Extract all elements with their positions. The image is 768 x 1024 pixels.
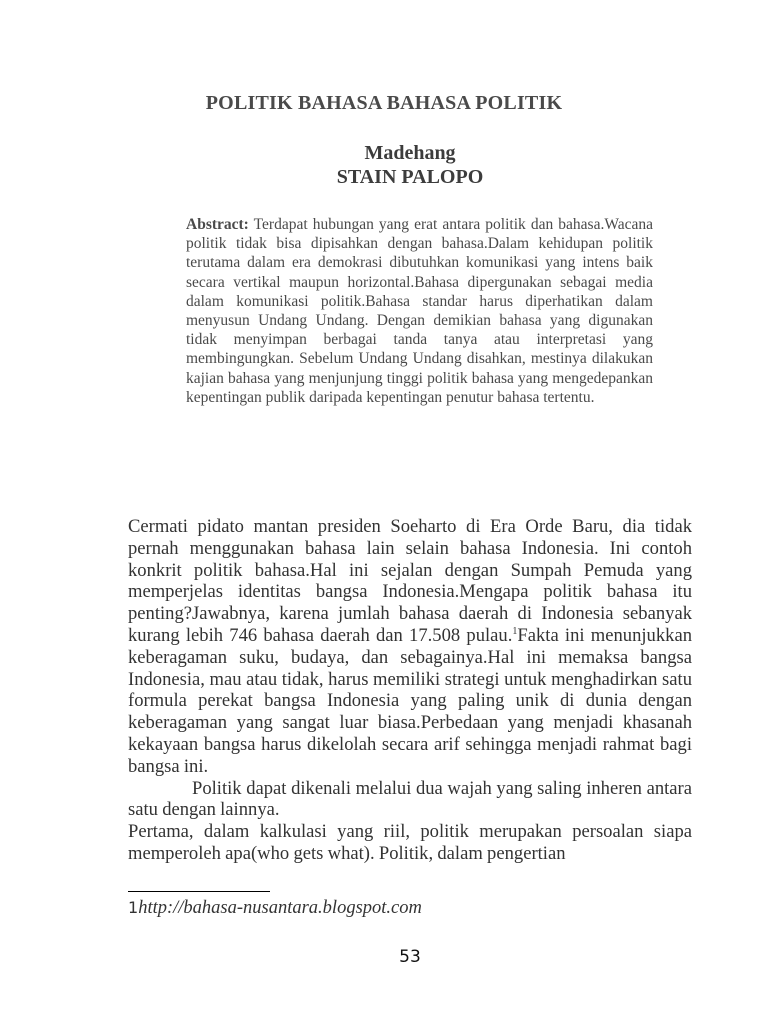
- page-number: 53: [399, 947, 421, 967]
- footnote-separator: [128, 891, 270, 892]
- footnote-number: 1: [128, 898, 139, 917]
- footnote: [128, 898, 422, 919]
- author-name: Madehang: [364, 142, 456, 164]
- abstract: [186, 215, 653, 407]
- body-text: [128, 516, 692, 865]
- footnote-marker: 1: [512, 625, 518, 637]
- abstract-label: Abstract:: [186, 216, 249, 233]
- paragraph-1-part-b: Fakta ini menunjukkan keberagaman suku, budaya, dan sebagainya.Hal ini memaksa bangsa Indonesia, mau atau tidak, harus memiliki strategi untuk menghadirkan satu formula perekat bangsa Indonesia yang paling unik di dunia dengan keberagaman yang sangat luar biasa.Perbedaan yang menjadi khasanah kekayaan bangsa harus dikelolah secara arif sehingga menjadi rahmat bagi bangsa ini.: [128, 624, 692, 777]
- footnote-url: http://bahasa-nusantara.blogspot.com: [138, 898, 422, 918]
- paragraph-1: [128, 516, 692, 778]
- abstract-text: Terdapat hubungan yang erat antara politik dan bahasa.Wacana politik tidak bisa dipisahkan dengan bahasa.Dalam kehidupan politik terutama dalam era demokrasi dibutuhkan komunikasi yang intens baik secara vertikal maupun horizontal.Bahasa dipergunakan sebagai media dalam komunikasi politik.Bahasa standar harus diperhatikan dalam menyusun Undang Undang. Dengan demikian bahasa yang digunakan tidak menyimpan berbagai tanda tanya atau interpretasi yang membingungkan. Sebelum Undang Undang disahkan, mestinya dilakukan kajian bahasa yang menjunjung tinggi politik bahasa yang mengedepankan kepentingan publik daripada kepentingan penutur bahasa tertentu.: [186, 216, 653, 406]
- author-affiliation: STAIN PALOPO: [336, 166, 484, 188]
- paragraph-1-part-a: Cermati pidato mantan presiden Soeharto di Era Orde Baru, dia tidak pernah menggunakan bahasa lain selain bahasa Indonesia. Ini contoh konkrit politik bahasa.Hal ini sejalan dengan Sumpah Pemuda yang memperjelas identitas bangsa Indonesia.Mengapa politik bahasa itu penting?Jawabnya, karena jumlah bahasa daerah di Indonesia sebanyak kurang lebih 746 bahasa daerah dan 17.508 pulau.: [128, 516, 692, 646]
- paragraph-3: Pertama, dalam kalkulasi yang riil, politik merupakan persoalan siapa memperoleh apa(who gets what). Politik, dalam pengertian: [128, 821, 692, 864]
- paper-title: POLITIK BAHASA BAHASA POLITIK: [205, 92, 563, 114]
- paragraph-2: Politik dapat dikenali melalui dua wajah yang saling inheren antara satu dengan lainnya.: [128, 777, 692, 821]
